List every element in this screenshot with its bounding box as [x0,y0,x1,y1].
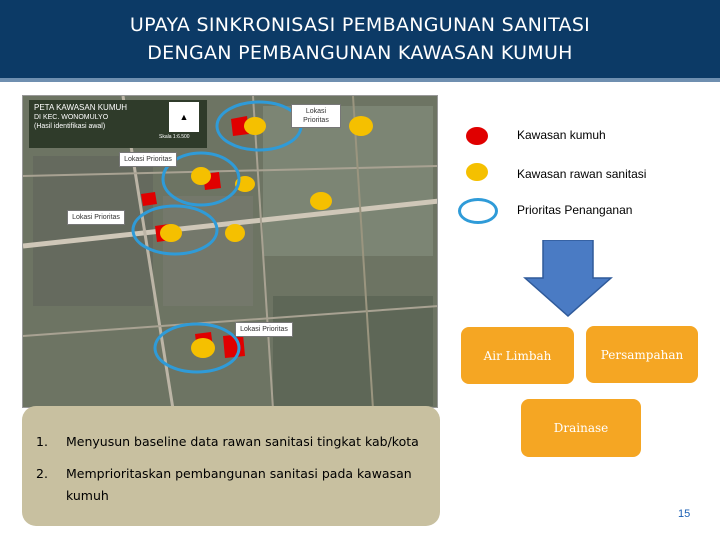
list-item-2 [36,458,426,507]
slide-title-line-2: DENGAN PEMBANGUNAN KAWASAN KUMUH [147,42,573,64]
list-item-1-number: 1. [36,434,48,449]
callout-priority-1: Lokasi Prioritas [291,104,341,128]
callout-priority-2: Lokasi Prioritas [119,152,177,167]
box-persampahan: Persampahan [586,326,698,383]
map-scale: Skala 1:6.500 [159,134,190,140]
list-item-2-number: 2. [36,466,48,481]
box-drainase: Drainase [521,399,641,457]
action-list-box [22,406,440,526]
map-title-line-3: (Hasil identifikasi awal) [34,123,106,130]
list-item-2-text: Memprioritaskan pembangunan sanitasi pada kawasan kumuh [66,466,412,503]
list-item-1-text: Menyusun baseline data rawan sanitasi tingkat kab/kota [66,434,419,449]
legend-label-rawan-sanitasi: Kawasan rawan sanitasi [517,167,647,181]
legend-blue-ring-icon [458,198,498,224]
map-title-line-2: DI KEC. WONOMULYO [34,114,109,121]
callout-priority-4: Lokasi Prioritas [235,322,293,337]
slide-header [0,0,720,78]
map-title-line-1: PETA KAWASAN KUMUH [34,103,128,112]
list-item-1 [36,426,426,458]
legend-red-dot-icon [466,127,488,145]
header-divider [0,78,720,82]
legend-label-kawasan-kumuh: Kawasan kumuh [517,128,606,142]
legend-label-prioritas: Prioritas Penanganan [517,203,633,217]
north-arrow-icon: ▲ [169,102,199,132]
box-air-limbah: Air Limbah [461,327,574,384]
slide-title-line-1: UPAYA SINKRONISASI PEMBANGUNAN SANITASI [129,14,591,36]
down-arrow-icon [523,240,613,318]
page-number: 15 [678,508,691,520]
legend-yellow-dot-icon [466,163,488,181]
slum-area-map [22,95,438,408]
callout-priority-3: Lokasi Prioritas [67,210,125,225]
